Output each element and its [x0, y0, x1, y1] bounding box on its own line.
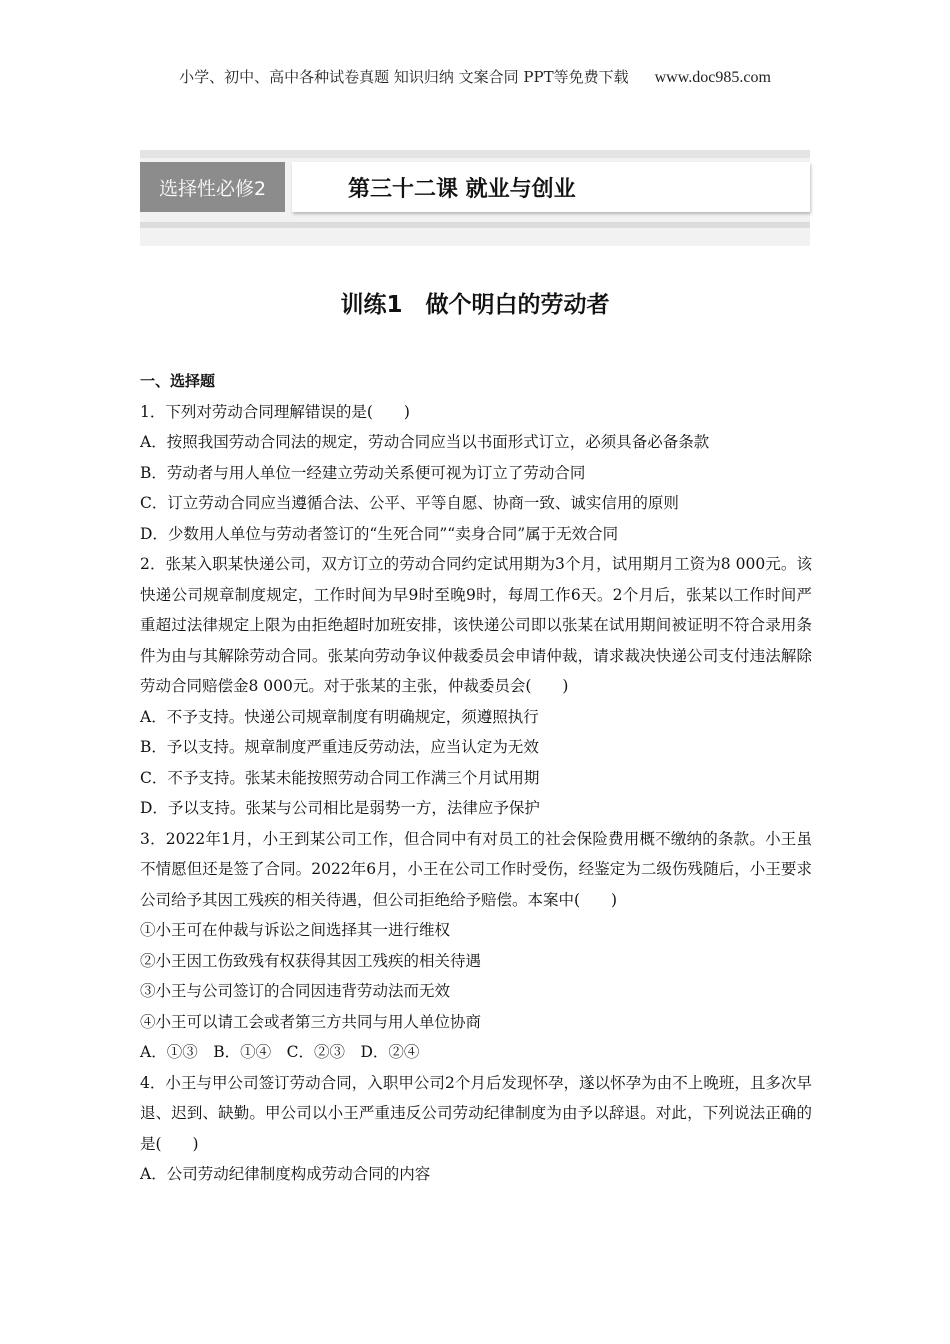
question-1-stem: 1．下列对劳动合同理解错误的是( ) [140, 402, 410, 421]
question-4-stem: 4．小王与甲公司签订劳动合同，入职甲公司2个月后发现怀孕，遂以怀孕为由不上晚班，且多次早退、迟到、缺勤。甲公司以小王严重违反公司劳动纪律制度为由予以辞退。对此，下列说法正确的是( ) [140, 1073, 812, 1153]
question-1-option-a: A．按照我国劳动合同法的规定，劳动合同应当以书面形式订立，必须具备必备条款 [140, 433, 710, 451]
question-2-option-d: D．予以支持。张某与公司相比是弱势一方，法律应予保护 [140, 799, 540, 817]
exercise-content [140, 366, 812, 1190]
header-bottom-divider [140, 222, 810, 228]
banner-text: 小学、初中、高中各种试卷真题 知识归纳 文案合同 PPT等免费下载 [179, 68, 629, 86]
question-2-option-a: A．不予支持。快递公司规章制度有明确规定，须遵照执行 [140, 707, 539, 726]
question-1-option-d: D．少数用人单位与劳动者签订的“生死合同”“卖身合同”属于无效合同 [140, 524, 619, 543]
section-heading: 一、选择题 [140, 372, 216, 390]
question-2-option-c: C．不予支持。张某未能按照劳动合同工作满三个月试用期 [140, 768, 540, 787]
question-2-stem: 2．张某入职某快递公司，双方订立的劳动合同约定试用期为3个月，试用期月工资为8 000元。该快递公司规章制度规定，工作时间为早9时至晚9时，每周工作6天。2个月后，张某以工作时间严重超过法律规定上限为由拒绝超时加班安排，该快递公司即以张某在试用期间被证明不符合录用条件为由与其解除劳动合同。张某向劳动争议仲裁委员会申请仲裁，请求裁决快递公司支付违法解除劳动合同赔偿金8 000元。对于张某的主张，仲裁委员会( ) [140, 555, 812, 695]
question-2-option-b: B．予以支持。规章制度严重违反劳动法，应当认定为无效 [140, 738, 539, 756]
module-badge: 选择性必修2 [140, 162, 285, 212]
question-3-stem: 3．2022年1月，小王到某公司工作，但合同中有对员工的社会保险费用概不缴纳的条款。小王虽不情愿但还是签了合同。2022年6月，小王在公司工作时受伤，经鉴定为二级伤残随后，小王要求公司给予其因工残疾的相关待遇，但公司拒绝给予赔偿。本案中( ) [140, 829, 812, 909]
lesson-title: 第三十二课 就业与创业 [348, 177, 576, 202]
question-1-option-b: B．劳动者与用人单位一经建立劳动关系便可视为订立了劳动合同 [140, 463, 586, 482]
question-3-answers: A．①③ B．①④ C．②③ D．②④ [140, 1043, 420, 1061]
header-top-divider [140, 150, 810, 158]
question-4-option-a: A．公司劳动纪律制度构成劳动合同的内容 [140, 1165, 431, 1183]
question-3-item-2: ②小王因工伤致残有权获得其因工残疾的相关待遇 [140, 951, 482, 970]
top-banner [0, 66, 950, 87]
question-3-item-1: ①小王可在仲裁与诉讼之间选择其一进行维权 [140, 921, 451, 939]
question-3-item-4: ④小王可以请工会或者第三方共同与用人单位协商 [140, 1012, 482, 1031]
lesson-box [292, 162, 810, 212]
question-1-option-c: C．订立劳动合同应当遵循合法、公平、平等自愿、协商一致、诚实信用的原则 [140, 494, 679, 512]
page-title: 训练1 做个明白的劳动者 [340, 292, 610, 318]
banner-url[interactable]: www.doc985.com [654, 69, 771, 86]
question-3-item-3: ③小王与公司签订的合同因违背劳动法而无效 [140, 982, 451, 1000]
